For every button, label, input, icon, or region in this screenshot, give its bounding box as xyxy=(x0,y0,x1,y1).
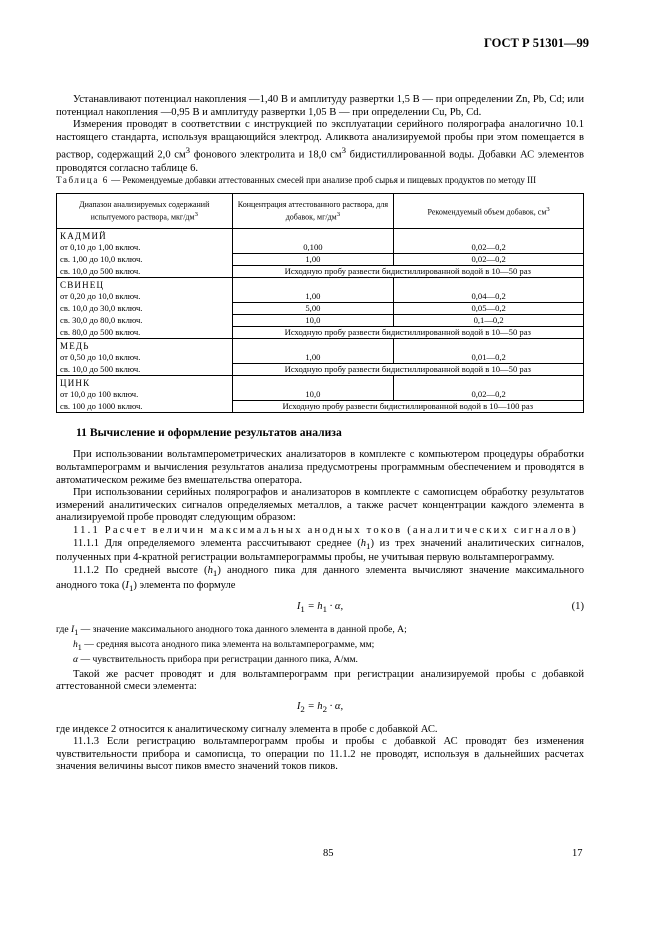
element-name-cadmium: КАДМИЙ xyxy=(57,228,233,242)
table-row: св. 100 до 1000 включ. Исходную пробу развести бидистиллированной водой в 10—100 раз xyxy=(57,400,584,412)
table-row: св. 30,0 до 80,0 включ. 10,0 0,1—0,2 xyxy=(57,314,584,326)
formula-2: $I_2 = h_2 \cdot \alpha$, xyxy=(296,700,344,715)
formula-legend: где $I_1$ — значение максимального анодного тока данного элемента в данной пробе, А; $h_1$ — средняя высота анодного пика элемента на вольтамперограмме, мм; α — чувствительность прибора при регистрации данного пика, А/мм. xyxy=(56,623,407,665)
col-header-concentration: Концентрация аттестованного раствора, для добавок, $мг/дм^3$ xyxy=(232,194,394,229)
document-body xyxy=(56,94,584,774)
table-row: от 0,10 до 1,00 включ. 0,100 0,02—0,2 xyxy=(57,242,584,254)
section-11-paragraph-2: При использовании серийных полярографов и анализаторов в комплекте с самописцем обработку результатов измерений аналитических сигналов определяемых металлов, а также расчет концентрации каждого элемента в анализируемой пробе проводят следующим образом: xyxy=(56,487,584,524)
element-name-lead: СВИНЕЦ xyxy=(57,277,233,291)
page-number-right: 17 xyxy=(572,848,583,859)
table-row: от 0,20 до 10,0 включ. 1,00 0,04—0,2 xyxy=(57,291,584,303)
page-number-center: 85 xyxy=(323,848,334,859)
table-row: от 10,0 до 100 включ. 10,0 0,02—0,2 xyxy=(57,389,584,401)
col-header-volume: Рекомендуемый объем добавок, $см^3$ xyxy=(394,194,584,229)
formula-number: (1) xyxy=(571,601,584,613)
section-11-paragraph-4: где индексе 2 относится к аналитическому сигналу элемента в пробе с добавкой АС. xyxy=(56,723,438,735)
section-11-title: 11 Вычисление и оформление результатов анализа xyxy=(76,425,342,439)
table-row: св. 10,0 до 30,0 включ. 5,00 0,05—0,2 xyxy=(57,302,584,314)
element-name-zinc: ЦИНК xyxy=(57,375,233,389)
section-11-paragraph-1: При использовании вольтамперометрических анализаторов в комплекте с компьютером процедуры обработки вольтамперограмм и вычисления результатов анализа предусмотрены программным обеспечением и проводятся в автоматическом режиме без вмешательства оператора. xyxy=(56,449,584,486)
formula-1: $I_1 = h_1 \cdot \alpha$, (1) xyxy=(296,601,584,615)
subsection-11-1-1: 11.1.1 Для определяемого элемента рассчитывают среднее $(h_1)$ из трех значений аналитических сигналов, полученных при 4-кратной регистрации вольтамперограммы пробы, не учитывая первую вольтамперограмму. xyxy=(56,537,584,564)
table-row: от 0,50 до 10,0 включ. 1,00 0,01—0,2 xyxy=(57,352,584,364)
table-row: св. 10,0 до 500 включ. Исходную пробу развести бидистиллированной водой в 10—50 раз xyxy=(57,363,584,375)
subsection-11-1-3: 11.1.3 Если регистрацию вольтамперограмм пробы и пробы с добавкой АС проводят без изменения чувствительности прибора и самописца, то операции по 11.1.2 не проводят, используя в дальнейших расчетах значения величины высот пиков вместо значений токов пиков. xyxy=(56,736,584,773)
doc-header: ГОСТ Р 51301—99 xyxy=(483,36,589,50)
section-11-paragraph-3: Такой же расчет проводят и для вольтамперограмм при регистрации анализируемой пробы с добавкой аттестованной смеси элемента: xyxy=(56,668,584,693)
element-name-copper: МЕДЬ xyxy=(57,338,233,352)
table-row: св. 10,0 до 500 включ. Исходную пробу развести бидистиллированной водой в 10—50 раз xyxy=(57,265,584,277)
subsection-11-1-2: 11.1.2 По средней высоте $(h_1)$ анодного пика для данного элемента вычисляют значение максимального анодного тока $(I_1)$ элемента по формуле xyxy=(56,564,584,593)
table-row: св. 1,00 до 10,0 включ. 1,00 0,02—0,2 xyxy=(57,253,584,265)
table-caption: Таблица 6 — Рекомендуемые добавки аттестованных смесей при анализе проб сырья и пищевых продуктов по методу III xyxy=(56,175,537,186)
col-header-range: Диапазон анализируемых содержаний испытуемого раствора, мкг/$дм^3$ xyxy=(57,194,233,229)
subsection-11-1-title: 11.1 Расчет величин максимальных анодных токов (аналитических сигналов) xyxy=(73,524,578,536)
intro-paragraph-1: Устанавливают потенциал накопления —1,40 В и амплитуду развертки 1,5 В — при определении Zn, Pb, Cd; или потенциал накопления —0,95 В и амплитуду развертки 1,05 В — при определении Cu, Pb, Cd. xyxy=(56,94,584,118)
table-6 xyxy=(56,193,584,413)
table-row: св. 80,0 до 500 включ. Исходную пробу развести бидистиллированной водой в 10—50 раз xyxy=(57,326,584,338)
intro-paragraph-2: Измерения проводят в соответствии с инструкцией по эксплуатации серийного полярографа аналогично 10.1 настоящего стандарта, используя вращающийся электрод. Аликвота анализируемой пробы при этом помещается в раствор, содержащий 2,0 $см^3$ фонового электролита и 18,0 $см^3$ бидистиллированной воды. Добавки АС элементов проводятся согласно таблице 6. xyxy=(56,119,584,174)
